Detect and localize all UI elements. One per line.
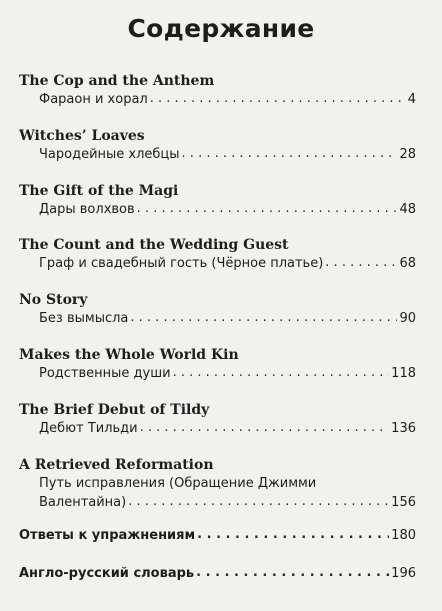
entry-title-ru: Чародейные хлебцы bbox=[39, 147, 180, 162]
toc-entry[interactable] bbox=[19, 236, 416, 273]
entry-page-number: 196 bbox=[391, 566, 416, 581]
entry-title-en: Makes the Whole World Kin bbox=[19, 347, 239, 363]
entry-label: Ответы к упражнениям bbox=[19, 528, 196, 543]
toc-entry-answers[interactable] bbox=[19, 526, 416, 545]
entry-title-ru: Без вымысла bbox=[39, 311, 129, 326]
entry-title-ru: Граф и свадебный гость (Чёрное платье) bbox=[39, 256, 324, 271]
dot-leader bbox=[325, 253, 397, 272]
toc-entry[interactable] bbox=[19, 127, 416, 164]
entry-title-ru: Дебют Тильди bbox=[39, 421, 138, 436]
entry-title-en: No Story bbox=[19, 292, 88, 308]
entry-page-number: 90 bbox=[399, 311, 416, 326]
dot-leader bbox=[128, 492, 389, 511]
entry-label: Англо-русский словарь bbox=[19, 566, 195, 581]
entry-page-number: 180 bbox=[391, 528, 416, 543]
entry-title-en: Witches’ Loaves bbox=[19, 128, 145, 144]
entry-page-number: 48 bbox=[399, 202, 416, 217]
toc-entry[interactable] bbox=[19, 182, 416, 219]
entry-page-number: 156 bbox=[391, 495, 416, 510]
dot-leader bbox=[140, 418, 390, 437]
toc-entry[interactable] bbox=[19, 401, 416, 438]
entry-title-ru-continued: Валентайна) bbox=[39, 495, 127, 510]
toc-entry[interactable] bbox=[19, 456, 416, 512]
entry-page-number: 136 bbox=[391, 421, 416, 436]
dot-leader bbox=[182, 144, 398, 163]
dot-leader bbox=[197, 525, 389, 544]
entry-title-en: The Gift of the Magi bbox=[19, 183, 179, 199]
entry-page-number: 28 bbox=[399, 147, 416, 162]
entry-title-ru: Фараон и хорал bbox=[39, 92, 148, 107]
toc-entry[interactable] bbox=[19, 346, 416, 383]
entry-title-en: The Count and the Wedding Guest bbox=[19, 237, 289, 253]
dot-leader bbox=[173, 363, 390, 382]
toc-entry[interactable] bbox=[19, 72, 416, 109]
dot-leader bbox=[150, 89, 406, 108]
entry-title-ru: Путь исправления (Обращение Джимми bbox=[39, 476, 317, 491]
entry-title-en: The Brief Debut of Tildy bbox=[19, 402, 210, 418]
dot-leader bbox=[196, 563, 389, 582]
dot-leader bbox=[130, 308, 397, 327]
toc-entry-dictionary[interactable] bbox=[19, 564, 416, 583]
entry-title-en: A Retrieved Reformation bbox=[19, 457, 214, 473]
entry-page-number: 118 bbox=[391, 366, 416, 381]
entry-title-ru: Дары волхвов bbox=[39, 202, 135, 217]
toc-entry[interactable] bbox=[19, 291, 416, 328]
entry-title-ru: Родственные души bbox=[39, 366, 171, 381]
page-title: Содержание bbox=[127, 14, 315, 43]
entry-page-number: 68 bbox=[399, 256, 416, 271]
entry-page-number: 4 bbox=[407, 92, 416, 107]
dot-leader bbox=[137, 199, 398, 218]
entry-title-en: The Cop and the Anthem bbox=[19, 73, 215, 89]
